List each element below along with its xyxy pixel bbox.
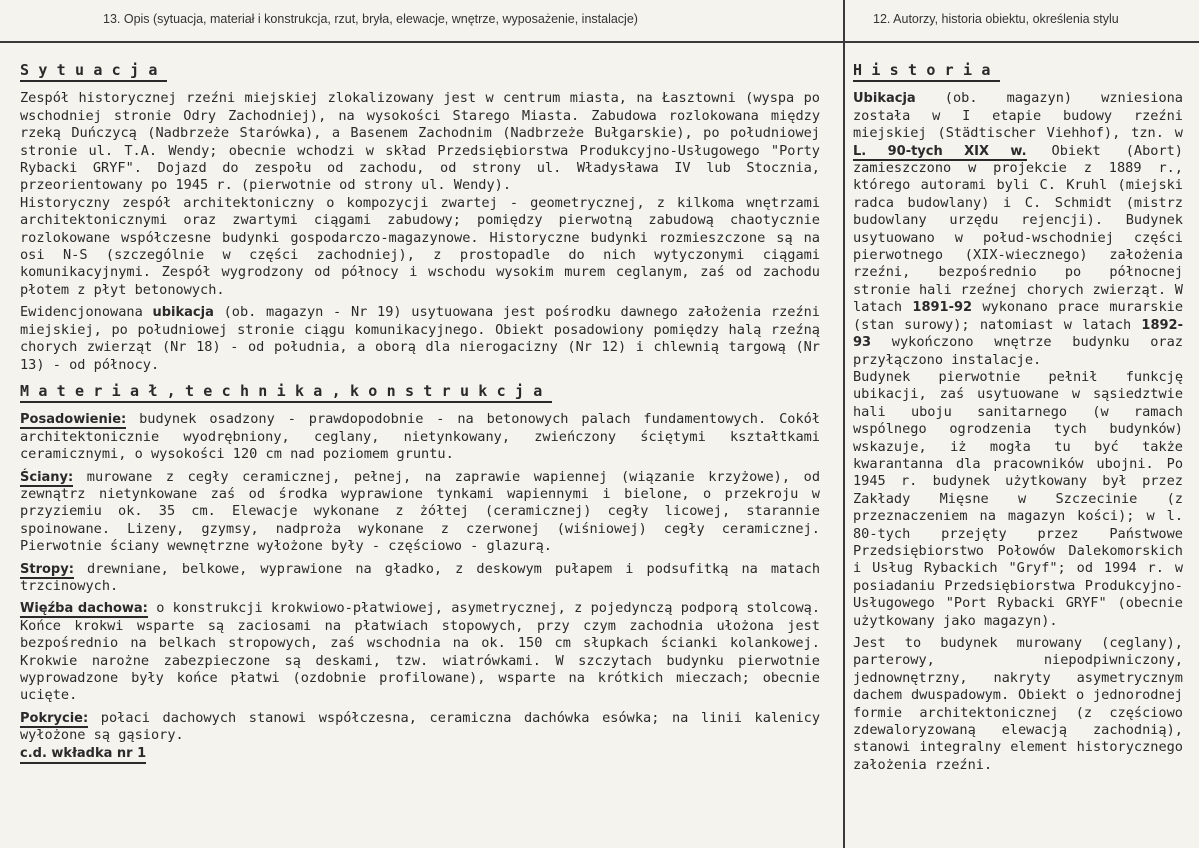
ewidencja-text-post: (ob. magazyn - Nr 19) usytuowana jest pośrodku dawnego założenia rzeźni miejskiej, po południowej stronie ciągu komunikacyjnego. Obiekt posadowiony pomiędzy halą rzeźną chorych zwierząt (Nr 18) - od południa, a oborą dla nierogacizny (Nr 12) i chlewnią targową (Nr 13) - od północy. — [20, 304, 820, 373]
section-12-header: 12. Autorzy, historia obiektu, określenia stylu — [873, 12, 1119, 26]
date-underlined: L. 90-tych XIX w. — [853, 143, 1027, 159]
ewidencja-text-pre: Ewidencjonowana — [20, 304, 153, 321]
sciany-paragraph — [20, 469, 820, 556]
historia-p1-text-a: (ob. magazyn) wzniesiona została w I etapie budowy rzeźni miejskiej (Städtischer Viehhof), tzn. w — [853, 90, 1183, 142]
posadowienie-paragraph — [20, 411, 820, 463]
wiezba-text: o konstrukcji krokwiowo-płatwiowej, asymetrycznej, z pojedynczą podporą stolcową. Końce krokwi wsparte są zaciosami na płatwiach stopowych, przy czym zachodnia ułożona jest bezpośrednio na belkach stropowych, zaś wschodnia na ok. 150 cm słupkach ścianki kolankowej. Krokwie narożne zabezpieczone są deskami, tzw. wiatrówkami. W szczytach budynku pierwotnie wyprowadzone były końce płatwi (ozdobnie profilowane), wsparte na krótkich mieczach; obecnie ucięte. — [20, 600, 821, 704]
stropy-text: drewniane, belkowe, wyprawione na gładko, z deskowym pułapem i podsufitką na matach trzcinowych. — [20, 560, 820, 594]
sciany-text: murowane z cegły ceramicznej, pełnej, na zaprawie wapiennej (wiązanie krzyżowe), od zewnątrz nietynkowane zaś od środka wyprawione tynkami wapiennymi i bielone, o przekroju w przyziemiu ok. 35 cm. Elewacje wykonane z żółtej (ceramicznej) cegły licowej, starannie spoinowane. Lizeny, gzymsy, nadproża wykonane z czerwonej (wiśniowej) cegły ceramicznej. Pierwotnie ściany wewnętrzne wyłożone były - częściowo - glazurą. — [20, 468, 820, 555]
historia-paragraph-2: Budynek pierwotnie pełnił funkcję ubikacji, zaś usytuowane w sąsiedztwie hali uboju sanitarnego (w ramach wspólnego ogrodzenia tych budynków) wskazuje, iż mogła tu być także kwarantanna dla pracowników ubojni. Po 1945 r. budynek użytkowany był przez Zakłady Mięsne w Szczecinie (z przeznaczeniem na magazyn kości); w l. 80-tych przejęty przez Państwowe Przedsiębiorstwo Połowów Dalekomorskich i Usług Rybackich "Gryf"; od 1994 r. w posiadaniu Przedsiębiorstwa Produkcyjno-Usługowego "Port Rybacki GRYF" (obecnie użytkowany jako magazyn). — [853, 368, 1183, 629]
ewidencja-paragraph — [20, 304, 820, 374]
historia-paragraph-1 — [853, 90, 1183, 369]
wiezba-paragraph — [20, 600, 820, 704]
pokrycie-paragraph — [20, 710, 820, 745]
posadowienie-label: Posadowienie: — [20, 412, 127, 428]
column-divider — [843, 0, 845, 848]
sytuacja-paragraph-1: Zespół historycznej rzeźni miejskiej zlokalizowany jest w centrum miasta, na Łasztowni (wyspa po wschodniej stronie Odry Zachodniej), na wysokości Starego Miasta. Zabudowa rozlokowana między rzeką Duńczycą (Nadbrzeże Starówka), a Basenem Zachodnim (Nadbrzeże Bułgarskie), po południowej stronie ul. T.A. Wendy; obecnie wchodzi w skład Przedsiębiorstwa Produkcyjno-Usługowego "Porty Rybacki GRYF". Dojazd do zespołu od zachodu, od strony ul. Władysława IV lub Stocznia, przeorientowany po 1945 r. (pierwotnie od strony ul. Wendy). — [20, 90, 820, 194]
years-1892-93: 1892-93 — [853, 317, 1183, 351]
header-divider — [0, 41, 1199, 43]
historia-heading: Historia — [853, 62, 1000, 82]
ubikacja-bold: Ubikacja — [853, 91, 916, 107]
pokrycie-label: Pokrycie: — [20, 710, 89, 726]
section-13-header: 13. Opis (sytuacja, materiał i konstrukcja, rzut, bryła, elewacje, wnętrze, wyposażenie, instalacje) — [103, 12, 638, 26]
historia-p1-text-c: wykonano prace murarskie (stan surowy); natomiast w latach — [853, 299, 1183, 333]
years-1891-92: 1891-92 — [912, 300, 973, 316]
historia-paragraph-3: Jest to budynek murowany (ceglany), parterowy, niepodpiwniczony, jednownętrzny, nakryty asymetrycznym dachem dwuspadowym. Obiekt o jednorodnej formie architektonicznej (z częściowo zdewaloryzowaną elewacją zachodnią), stanowi integralny element historycznego założenia rzeźni. — [853, 635, 1183, 773]
sytuacja-heading: Sytuacja — [20, 62, 167, 82]
posadowienie-text: budynek osadzony - prawdopodobnie - na betonowych palach fundamentowych. Cokół architektonicznie wyodrębniony, ceglany, nietynkowany, zwieńczony ściętymi kształtkami ceramicznymi, o wysokości 120 cm nad poziomem gruntu. — [20, 411, 820, 463]
wiezba-label: Więźba dachowa: — [20, 601, 148, 617]
sytuacja-paragraph-2: Historyczny zespół architektoniczny o kompozycji zwartej - geometrycznej, z kilkoma wnętrzami architektonicznymi oraz zwartymi ciągami zabudowy; pomiędzy pierwotną zabudową chaotycznie rozlokowane współczesne budynki gospodarczo-magazynowe. Historyczne budynki rozmieszczone są na osi N-S (szczególnie w części zachodniej), z prostopadle do nich wytyczonymi ciągami komunikacyjnymi. Zespół wygrodzony od północy i wschodu wysokim murem ceglanym, zaś od zachodu płotem z płyt betonowych. — [20, 194, 820, 298]
pokrycie-text: połaci dachowych stanowi współczesna, ceramiczna dachówka esówka; na linii kalenicy wyłożone są gąsiory. — [20, 709, 820, 744]
stropy-label: Stropy: — [20, 561, 74, 577]
material-heading: Materiał,technika,konstrukcja — [20, 383, 552, 403]
ewidencja-bold: ubikacja — [152, 305, 214, 321]
description-column — [20, 62, 820, 764]
historia-p1-text-d: wykończono wnętrze budynku oraz przyłączono instalacje. — [853, 334, 1183, 368]
stropy-paragraph — [20, 561, 820, 596]
history-column — [853, 62, 1183, 779]
continuation-note: c.d. wkładka nr 1 — [20, 745, 146, 764]
sciany-label: Ściany: — [20, 469, 74, 485]
historia-p1-text-b: Obiekt (Abort) zamieszczono w projekcie z 1889 r., którego autorami byli C. Kruhl (miejski radca budowlany) i C. Schmidt (mistrz budowlany urzędu rejencji). Budynek usytuowano w połud-wschodniej części pierwotnego (XIX-wiecznego) założenia rzeźni, bezpośrednio po północnej stronie hali rzeźnej chorych zwierząt. W latach — [853, 142, 1183, 316]
